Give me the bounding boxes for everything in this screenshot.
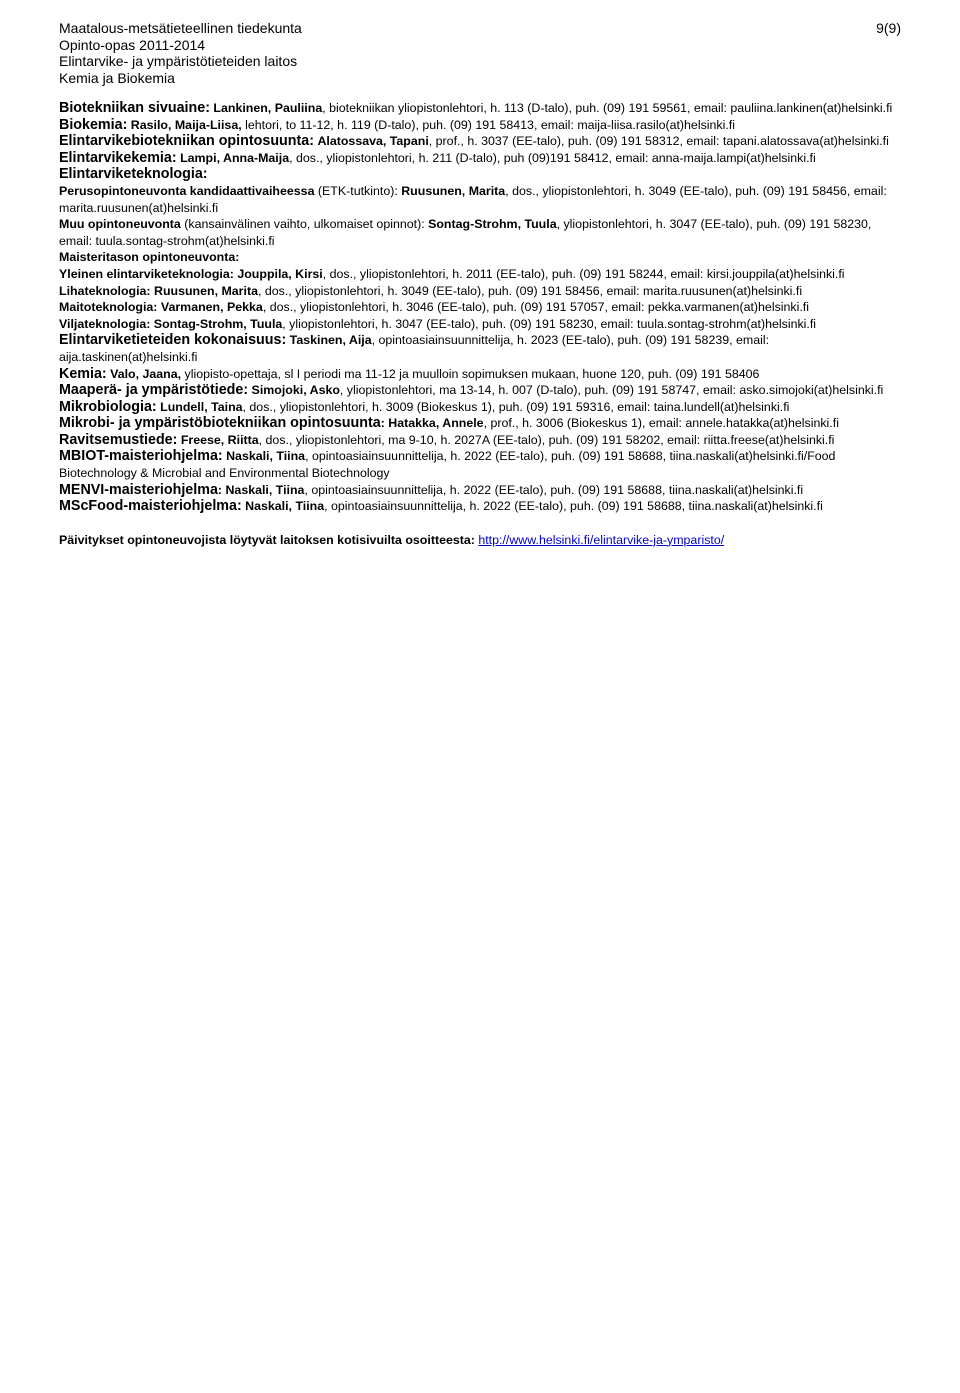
list-item: Ravitsemustiede: Freese, Riitta, dos., yliopistonlehtori, ma 9-10, h. 2027A (EE-talo), puh. (09) 191 58202, email: riitta.freese(at)helsinki.fi: [59, 431, 835, 448]
department-name: Elintarvike- ja ympäristötieteiden laitos: [59, 53, 298, 69]
list-item: MBIOT-maisteriohjelma: Naskali, Tiina, opintoasiainsuunnittelija, h. 2022 (EE-talo), puh. (09) 191 58688, tiina.naskali(at)helsinki.fi/Food Biotechnology & Microbial and Environmental Biotechnology: [59, 448, 836, 481]
list-item: Biokemia: Rasilo, Maija-Liisa, lehtori, to 11-12, h. 119 (D-talo), puh. (09) 191 58413, email: maija-liisa.rasilo(at)helsinki.fi: [59, 116, 736, 133]
page-number: 9(9): [876, 20, 901, 36]
page-header: [59, 20, 901, 86]
section-heading: Elintarviketeknologia:: [59, 166, 208, 183]
updates-note: Päivitykset opintoneuvojista löytyvät laitoksen kotisivuilta osoitteesta: http://www.helsinki.fi/elintarvike-ja-ymparisto/: [59, 532, 725, 547]
section-heading: Maisteritason opintoneuvonta:: [59, 250, 240, 265]
list-item: Maitoteknologia: Varmanen, Pekka, dos., yliopistonlehtori, h. 3046 (EE-talo), puh. (09) 191 57057, email: pekka.varmanen(at)helsinki.fi: [59, 300, 809, 315]
department-website-link[interactable]: http://www.helsinki.fi/elintarvike-ja-ymparisto/: [478, 532, 725, 547]
list-item: Viljateknologia: Sontag-Strohm, Tuula, yliopistonlehtori, h. 3047 (EE-talo), puh. (09) 191 58230, email: tuula.sontag-strohm(at)helsinki.fi: [59, 316, 817, 331]
study-guide-title: Opinto-opas 2011-2014: [59, 36, 206, 53]
list-item: Elintarviketieteiden kokonaisuus: Taskinen, Aija, opintoasiainsuunnittelija, h. 2023 (EE-talo), puh. (09) 191 58239, email: aija.taskinen(at)helsinki.fi: [59, 332, 770, 364]
list-item: Mikrobi- ja ympäristöbiotekniikan opintosuunta: Hatakka, Annele, prof., h. 3006 (Biokeskus 1), email: annele.hatakka(at)helsinki.fi: [59, 415, 839, 432]
list-item: Lihateknologia: Ruusunen, Marita, dos., yliopistonlehtori, h. 3049 (EE-talo), puh. (09) 191 58456, email: marita.ruusunen(at)helsinki.fi: [59, 283, 803, 298]
list-item: Elintarvikebiotekniikan opintosuunta: Alatossava, Tapani, prof., h. 3037 (EE-talo), puh. (09) 191 58312, email: tapani.alatossava(at)helsinki.fi: [59, 133, 889, 150]
list-item: Biotekniikan sivuaine: Lankinen, Pauliina, biotekniikan yliopistonlehtori, h. 113 (D-talo), puh. (09) 191 59561, email: pauliina.lankinen(at)helsinki.fi: [59, 100, 893, 116]
list-item: Muu opintoneuvonta (kansainvälinen vaihto, ulkomaiset opinnot): Sontag-Strohm, Tuula, yliopistonlehtori, h. 3047 (EE-talo), puh. (09) 191 58230, email: tuula.sontag-strohm(at)helsinki.fi: [59, 217, 872, 248]
list-item: Maaperä- ja ympäristötiede: Simojoki, Asko, yliopistonlehtori, ma 13-14, h. 007 (D-talo), puh. (09) 191 58747, email: asko.simojoki(at)helsinki.fi: [59, 382, 884, 399]
list-item: Mikrobiologia: Lundell, Taina, dos., yliopistonlehtori, h. 3009 (Biokeskus 1), puh. (09) 191 59316, email: taina.lundell(at)helsinki.fi: [59, 398, 790, 415]
list-item: MScFood-maisteriohjelma: Naskali, Tiina, opintoasiainsuunnittelija, h. 2022 (EE-talo), puh. (09) 191 58688, tiina.naskali(at)helsinki.fi: [59, 498, 823, 515]
list-item: Kemia: Valo, Jaana, yliopisto-opettaja, sl I periodi ma 11-12 ja muulloin sopimuksen mukaan, huone 120, puh. (09) 191 58406: [59, 365, 760, 382]
list-item: Yleinen elintarviketeknologia: Jouppila, Kirsi, dos., yliopistonlehtori, h. 2011 (EE-talo), puh. (09) 191 58244, email: kirsi.jouppila(at)helsinki.fi: [59, 266, 845, 281]
advisor-list: [59, 100, 907, 561]
list-item: MENVI-maisteriohjelma: Naskali, Tiina, opintoasiainsuunnittelija, h. 2022 (EE-talo), puh. (09) 191 58688, tiina.naskali(at)helsinki.fi: [59, 481, 804, 498]
section-name: Kemia ja Biokemia: [59, 69, 175, 86]
list-item: Elintarvikekemia: Lampi, Anna-Maija, dos., yliopistonlehtori, h. 211 (D-talo), puh (09)191 58412, email: anna-maija.lampi(at)helsinki.fi: [59, 149, 816, 166]
faculty-name: Maatalous-metsätieteellinen tiedekunta: [59, 20, 302, 36]
list-item: Perusopintoneuvonta kandidaattivaiheessa (ETK-tutkinto): Ruusunen, Marita, dos., yliopistonlehtori, h. 3049 (EE-talo), puh. (09) 191 58456, email: marita.ruusunen(at)helsinki.fi: [59, 183, 887, 215]
